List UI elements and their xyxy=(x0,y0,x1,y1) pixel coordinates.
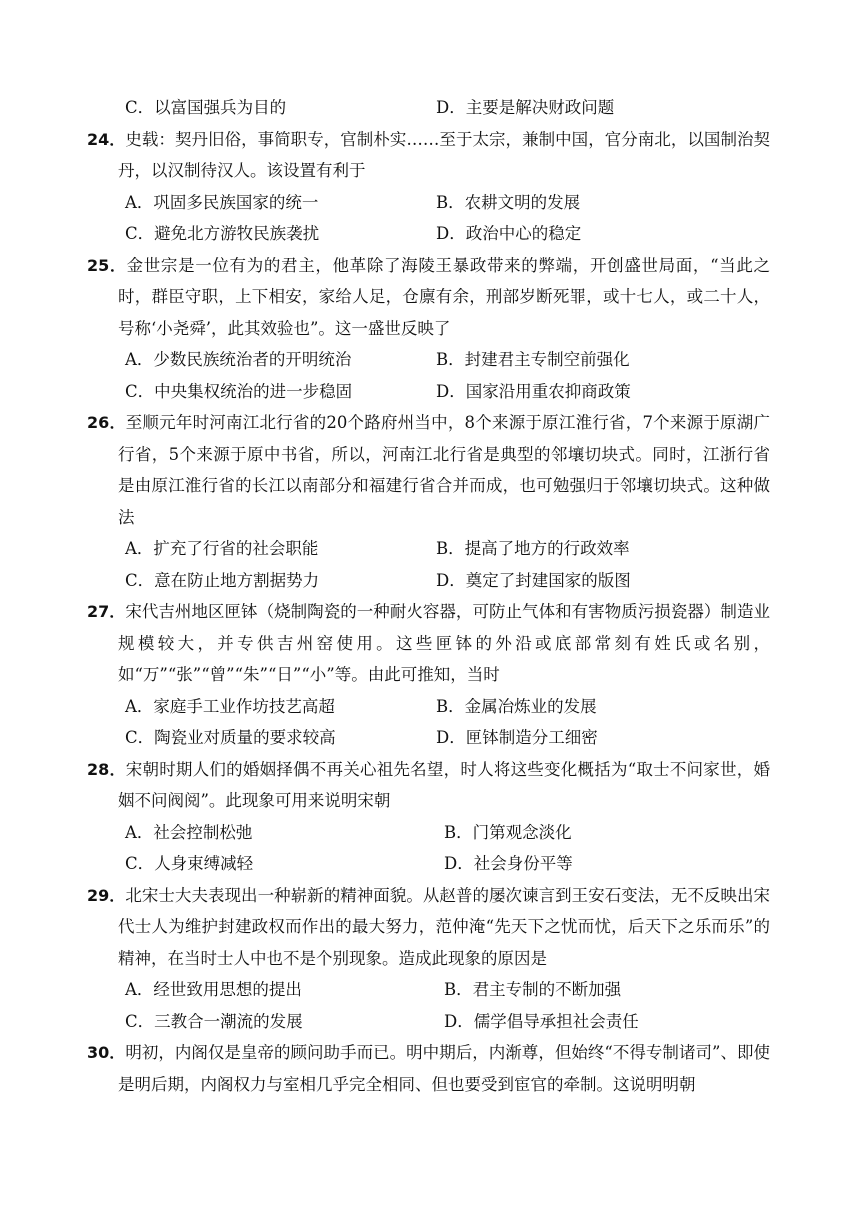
q25-option-b: B．封建君主专制空前强化 xyxy=(436,350,630,369)
q29-options-row-1 xyxy=(0,974,860,1006)
q30-text: 明初，内阁仅是皇帝的顾问助手而已。明中期后，内渐尊，但始终“不得专制诸司”、即使是明后期，内阁权力与室相几乎完全相同、但也要受到宦官的牵制。这说明明朝 xyxy=(118,1043,770,1094)
q26-option-d: D．奠定了封建国家的版图 xyxy=(436,570,631,590)
q26-option-c: C．意在防止地方割据势力 xyxy=(125,570,320,590)
q26-options-row-1 xyxy=(0,533,860,565)
q29-option-b: B．君主专制的不断加强 xyxy=(444,980,622,999)
q23-options-row-2 xyxy=(0,92,860,124)
exam-page xyxy=(0,92,860,1100)
q28-option-c: C．人身束缚减轻 xyxy=(125,854,254,873)
q24-option-b: B．农耕文明的发展 xyxy=(436,192,581,212)
q24-option-d: D．政治中心的稳定 xyxy=(436,224,582,243)
q24-stem xyxy=(87,124,770,187)
q24-option-a: A．巩固多民族国家的统一 xyxy=(125,192,319,212)
q27-options-row-2 xyxy=(0,722,860,754)
q25-options-row-1 xyxy=(0,344,860,376)
q26-text: 至顺元年时河南江北行省的20个路府州当中，8个来源于原江淮行省，7个来源于原湖广行省，5个来源于原中书省，所以，河南江北行省是典型的邻壤切块式。同时，江浙行省是由原江淮行省的长江以南部分和福建行省合并而成，也可勉强归于邻壤切块式。这种做法 xyxy=(118,413,770,527)
q28-number: 28． xyxy=(87,759,126,779)
q25-text: 金世宗是一位有为的君主，他革除了海陵王暴政带来的弊端，开创盛世局面，“当此之时，群臣守职，上下相安，家给人足，仓廪有余，刑部岁断死罪，或十七人，或二十人，号称‘小尧舜’，此其效验也”。这一盛世反映了 xyxy=(118,255,770,338)
q29-number: 29． xyxy=(87,885,126,905)
q29-stem xyxy=(87,880,770,975)
q24-options-row-1 xyxy=(0,187,860,219)
q25-stem xyxy=(87,250,770,345)
q30-stem xyxy=(87,1037,770,1100)
q27-option-b: B．金属冶炼业的发展 xyxy=(436,696,597,716)
q30-number: 30． xyxy=(87,1043,126,1062)
q28-option-d: D．社会身份平等 xyxy=(444,854,573,873)
q24-number: 24． xyxy=(87,129,126,149)
q28-options-row-2 xyxy=(0,848,860,880)
q27-option-a: A．家庭手工业作坊技艺高超 xyxy=(125,696,335,716)
q24-option-c: C．避免北方游牧民族袭扰 xyxy=(125,224,320,243)
q25-options-row-2 xyxy=(0,376,860,408)
q27-option-c: C．陶瓷业对质量的要求较高 xyxy=(125,728,336,747)
q26-options-row-2 xyxy=(0,565,860,597)
q28-option-a: A．社会控制松弛 xyxy=(125,822,253,842)
q27-stem xyxy=(87,596,770,691)
q28-options-row-1 xyxy=(0,817,860,849)
q29-option-d: D．儒学倡导承担社会责任 xyxy=(444,1011,639,1031)
q29-text: 北宋士大夫表现出一种崭新的精神面貌。从赵普的屡次谏言到王安石变法，无不反映出宋代士人为维护封建政权而作出的最大努力，范仲淹“先天下之忧而忧，后天下之乐而乐”的精神，在当时士人中也不是个别现象。造成此现象的原因是 xyxy=(118,885,770,968)
q29-option-c: C．三教合一潮流的发展 xyxy=(125,1011,303,1031)
q24-text: 史载：契丹旧俗，事简职专，官制朴实……至于太宗，兼制中国，官分南北，以国制治契丹，以汉制待汉人。该设置有利于 xyxy=(118,129,770,180)
q25-option-a: A．少数民族统治者的开明统治 xyxy=(125,350,352,369)
q26-option-b: B．提高了地方的行政效率 xyxy=(436,539,630,558)
q26-stem xyxy=(87,407,770,533)
q23-option-d: D．主要是解决财政问题 xyxy=(436,98,615,117)
q27-option-d: D．匣钵制造分工细密 xyxy=(436,728,598,747)
q25-option-d: D．国家沿用重农抑商政策 xyxy=(436,381,631,401)
q28-text: 宋朝时期人们的婚姻择偶不再关心祖先名望，时人将这些变化概括为“取士不问家世，婚姻不问阀阅”。此现象可用来说明宋朝 xyxy=(118,759,770,810)
q29-option-a: A．经世致用思想的提出 xyxy=(125,980,302,999)
q27-number: 27． xyxy=(87,602,126,621)
q27-text: 宋代吉州地区匣钵（烧制陶瓷的一种耐火容器，可防止气体和有害物质污损瓷器）制造业规模较大，并专供吉州窑使用。这些匣钵的外沿或底部常刻有姓氏或名别，如“万”“张”“曾”“朱”“日”“小”等。由此可推知，当时 xyxy=(118,602,770,684)
q29-options-row-2 xyxy=(0,1006,860,1038)
q26-number: 26． xyxy=(87,413,126,432)
q27-options-row-1 xyxy=(0,691,860,723)
q28-stem xyxy=(87,754,770,817)
q24-options-row-2 xyxy=(0,218,860,250)
q25-number: 25． xyxy=(87,255,127,275)
q28-option-b: B．门第观念淡化 xyxy=(444,822,572,842)
q23-option-c: C．以富国强兵为目的 xyxy=(125,98,287,117)
q25-option-c: C．中央集权统治的进一步稳固 xyxy=(125,381,353,401)
q26-option-a: A．扩充了行省的社会职能 xyxy=(125,539,319,558)
